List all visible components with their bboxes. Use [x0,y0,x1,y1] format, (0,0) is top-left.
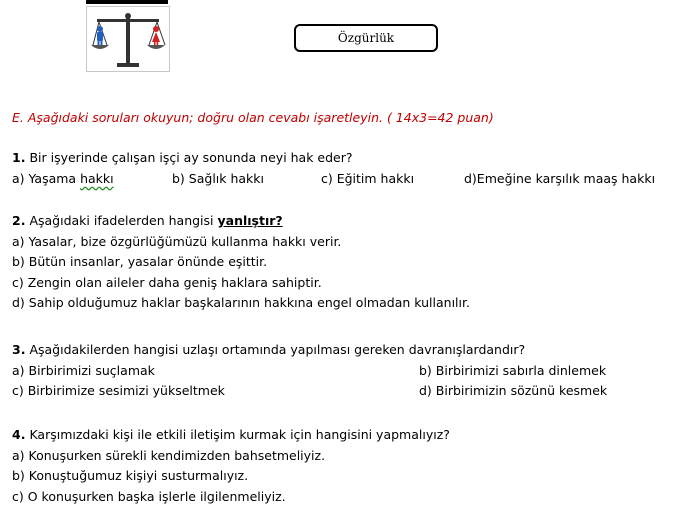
question-text [12,148,678,169]
question-1 [12,148,678,189]
question-2 [12,211,678,314]
question-number: 2. [12,213,26,228]
option-b[interactable]: b) Bütün insanlar, yasalar önünde eşittir. [12,254,268,269]
option-c[interactable]: c) Birbirimize sesimizi yükseltmek [12,383,225,398]
option-a[interactable]: a) Konuşurken sürekli kendimizden bahsetmeliyiz. [12,447,326,463]
topic-label-box [294,24,438,52]
option-c[interactable]: c) Eğitim hakkı [321,170,415,186]
option-a[interactable]: a) Yaşama hakkı [12,170,114,186]
topic-label: Özgürlük [337,31,395,45]
question-number: 1. [12,150,26,165]
option-a[interactable]: a) Birbirimizi suçlamak [12,362,155,378]
question-number: 4. [12,427,26,442]
option-a[interactable]: a) Yasalar, bize özgürlüğümüzü kullanma hakkı verir. [12,233,342,249]
options-row [12,169,678,190]
option-c[interactable]: c) O konuşurken başka işlerle ilgilenmeliyiz. [12,488,286,504]
emphasis-word: yanlıştır? [217,213,283,228]
option-d[interactable]: d)Emeğine karşılık maaş hakkı [464,170,656,186]
option-b[interactable]: b) Birbirimizi sabırla dinlemek [419,362,607,378]
option-b[interactable]: b) Konuştuğumuz kişiyi susturmalıyız. [12,468,249,483]
question-text [12,211,678,232]
question-4 [12,425,678,507]
option-b[interactable]: b) Sağlık hakkı [172,170,265,186]
balance-scale-icon [86,6,170,72]
question-prompt: Aşağıdakilerden hangisi uzlaşı ortamında yapılması gereken davranışlardandır? [29,342,526,357]
question-text [12,340,678,361]
question-prompt: Bir işyerinde çalışan işçi ay sonunda neyi hak eder? [29,150,353,165]
top-black-bar [86,0,168,4]
question-text [12,425,678,446]
question-3 [12,340,678,402]
option-c[interactable]: c) Zengin olan aileler daha geniş haklara sahiptir. [12,274,322,290]
question-number: 3. [12,342,26,357]
option-d[interactable]: d) Sahip olduğumuz haklar başkalarının hakkına engel olmadan kullanılır. [12,295,470,310]
question-prompt: Karşımızdaki kişi ile etkili iletişim kurmak için hangisini yapmalıyız? [29,427,450,442]
section-heading: E. Aşağıdaki soruları okuyun; doğru olan cevabı işaretleyin. ( 14x3=42 puan) [12,110,494,125]
question-prompt: Aşağıdaki ifadelerden hangisi [29,213,218,228]
option-d[interactable]: d) Birbirimizin sözünü kesmek [419,383,608,398]
